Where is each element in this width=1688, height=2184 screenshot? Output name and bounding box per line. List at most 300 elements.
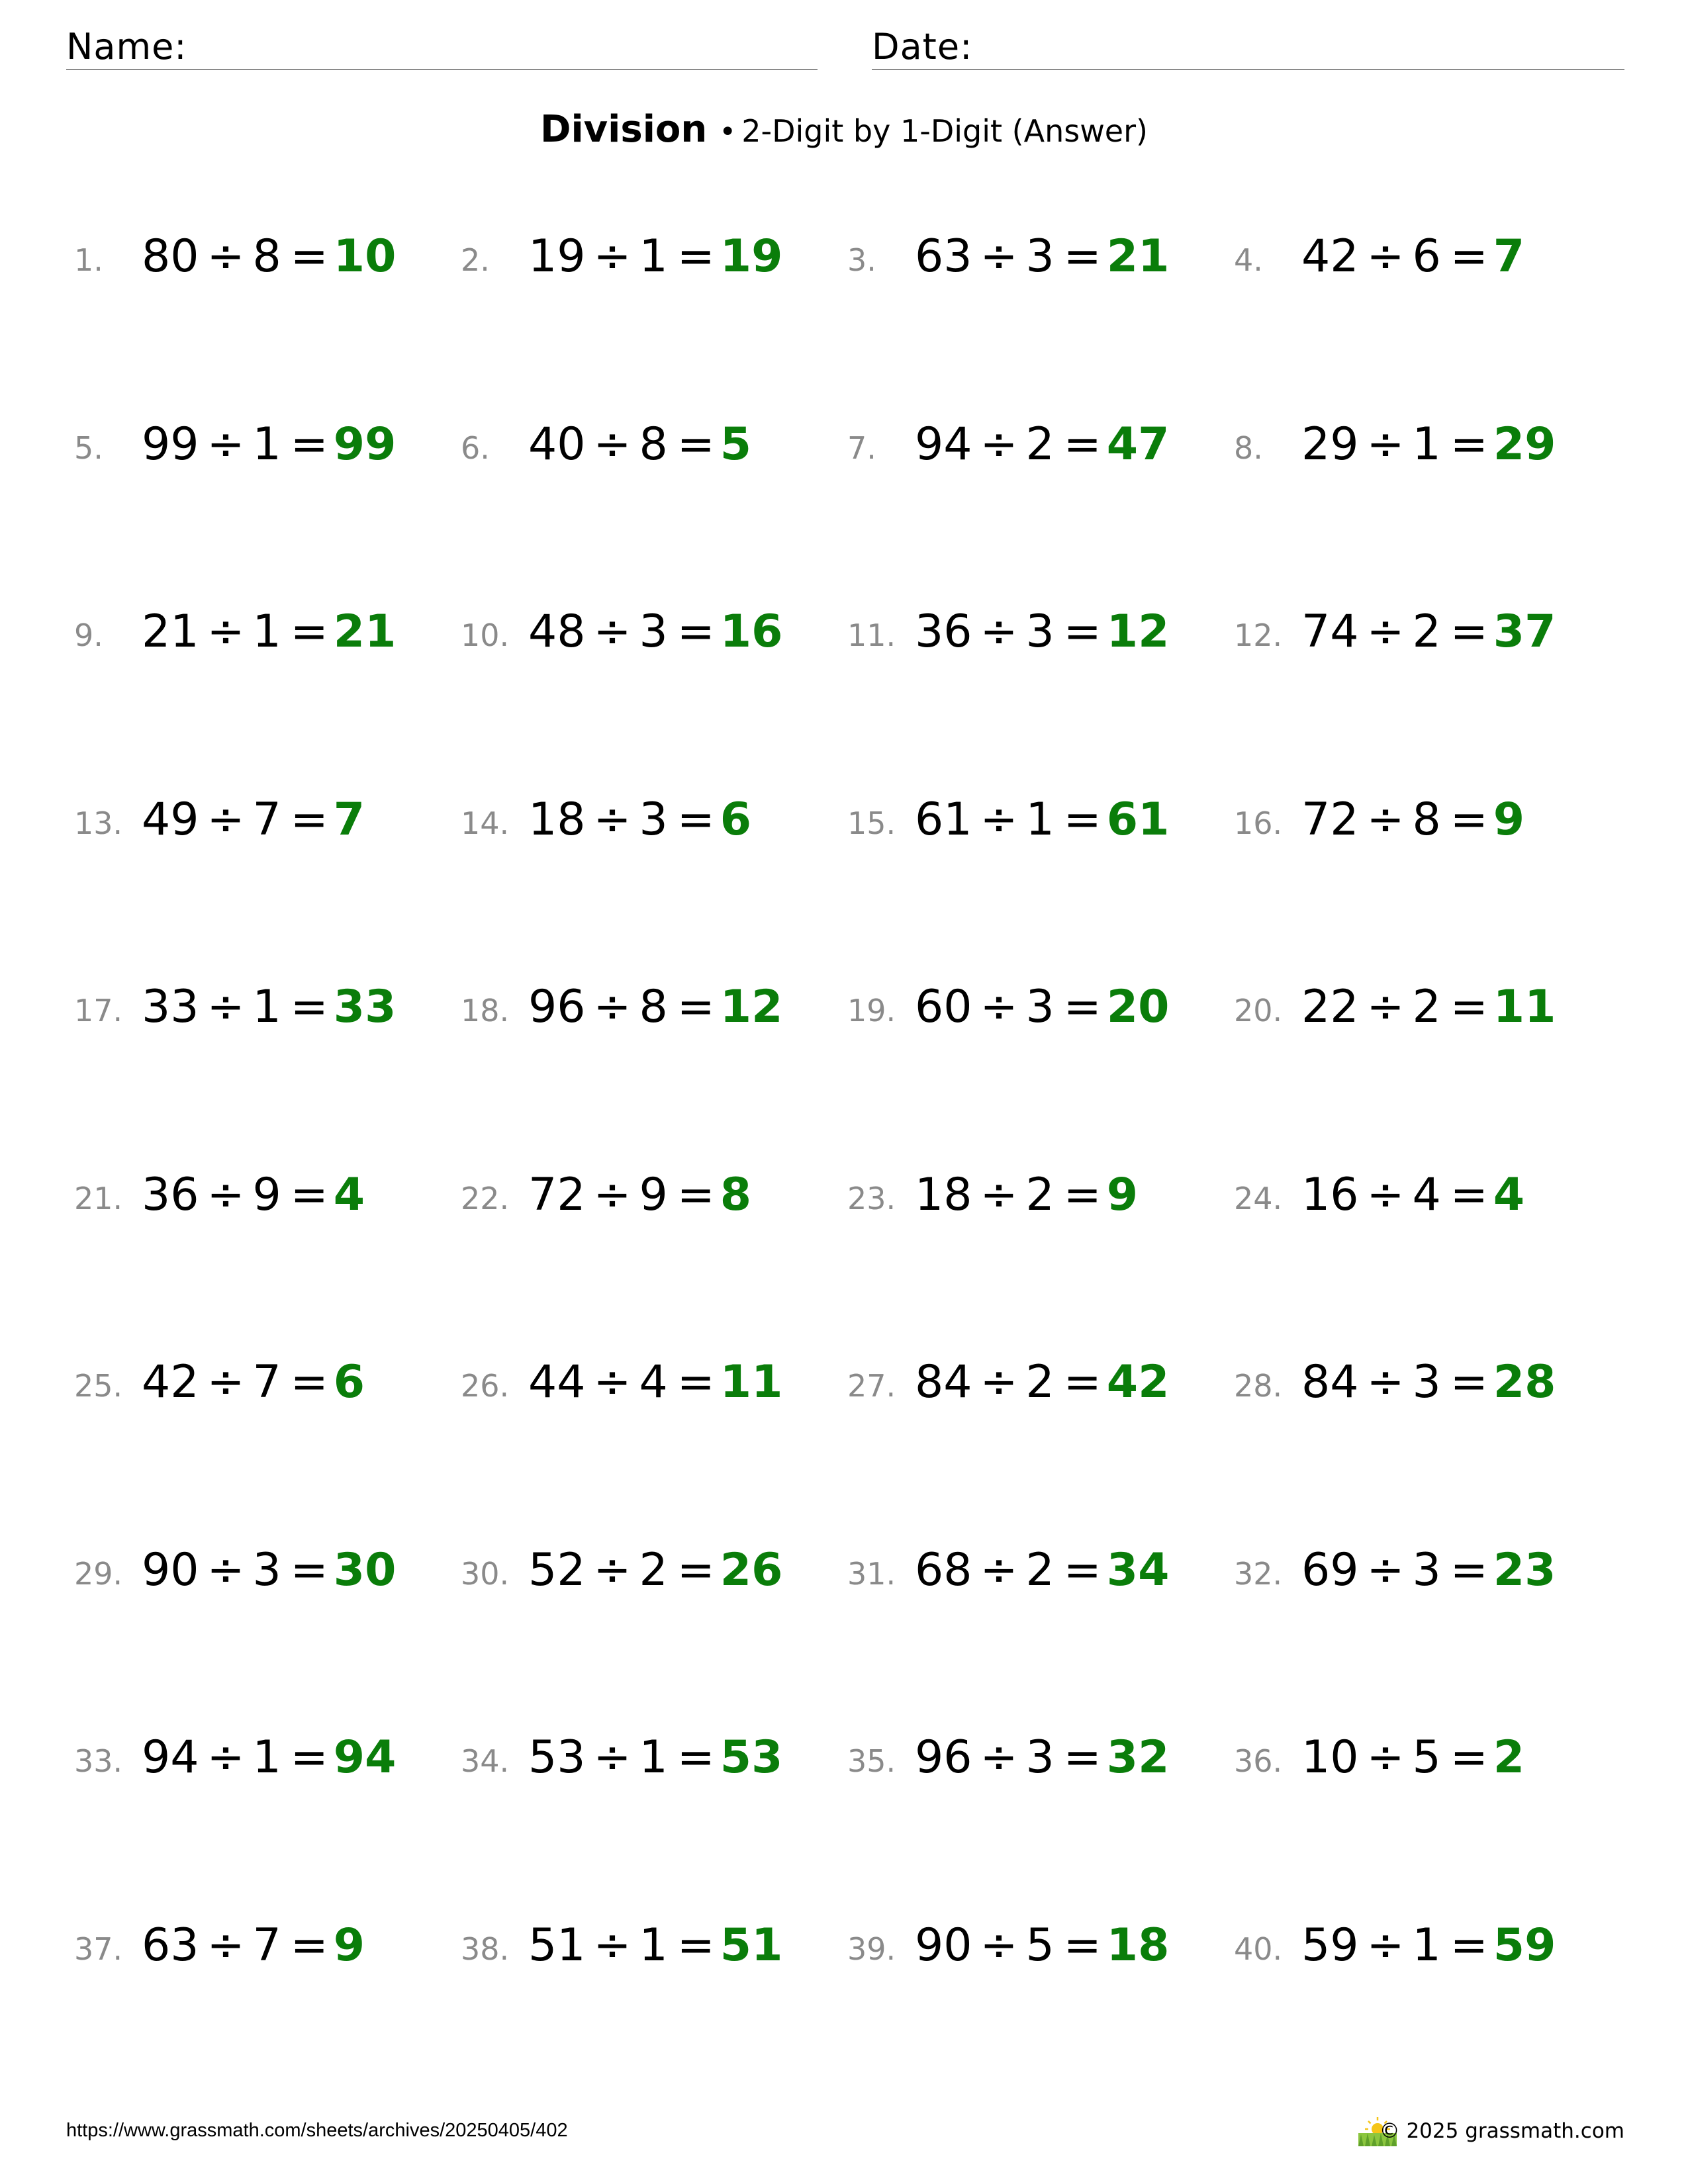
problem-number: 10. — [461, 617, 510, 653]
problem-expression — [915, 981, 1170, 1033]
division-problem — [461, 1914, 831, 1980]
equals-sign: = — [1063, 230, 1102, 283]
equals-sign: = — [1450, 1543, 1488, 1596]
division-problem — [1234, 1726, 1605, 1792]
answer: 21 — [1106, 230, 1170, 283]
dividend: 69 — [1301, 1543, 1359, 1596]
divide-sign: ÷ — [1366, 1731, 1405, 1784]
problem-number: 33. — [74, 1743, 123, 1779]
problem-number: 9. — [74, 617, 103, 653]
problem-number: 4. — [1234, 242, 1263, 278]
problem-expression — [142, 230, 397, 283]
divisor: 8 — [252, 230, 281, 283]
divide-sign: ÷ — [980, 418, 1018, 471]
problem-number: 25. — [74, 1368, 123, 1404]
division-problem — [1234, 788, 1605, 854]
dividend: 84 — [1301, 1356, 1359, 1408]
answer: 59 — [1493, 1919, 1556, 1972]
problem-expression — [915, 1919, 1170, 1972]
divisor: 1 — [252, 418, 281, 471]
answer: 8 — [720, 1168, 752, 1221]
divisor: 3 — [1025, 1731, 1055, 1784]
answer: 16 — [720, 606, 783, 658]
dividend: 68 — [915, 1543, 972, 1596]
divisor: 2 — [1412, 606, 1441, 658]
dividend: 96 — [915, 1731, 972, 1784]
problem-expression — [1301, 418, 1556, 471]
division-problem — [847, 600, 1218, 666]
division-problem — [74, 1351, 445, 1417]
equals-sign: = — [1063, 1731, 1102, 1784]
division-problem — [461, 788, 831, 854]
divide-sign: ÷ — [207, 1919, 245, 1972]
divisor: 1 — [252, 981, 281, 1033]
divisor: 7 — [252, 1919, 281, 1972]
equals-sign: = — [677, 1356, 715, 1408]
problem-expression — [528, 1543, 783, 1596]
divide-sign: ÷ — [980, 230, 1018, 283]
divide-sign: ÷ — [593, 1168, 632, 1221]
problem-number: 20. — [1234, 993, 1283, 1028]
problem-expression — [142, 1919, 365, 1972]
divisor: 2 — [1025, 1543, 1055, 1596]
divide-sign: ÷ — [593, 1731, 632, 1784]
answer: 33 — [333, 981, 397, 1033]
division-problem — [847, 413, 1218, 479]
divide-sign: ÷ — [207, 1731, 245, 1784]
divide-sign: ÷ — [207, 230, 245, 283]
divisor: 2 — [1025, 1168, 1055, 1221]
problem-number: 1. — [74, 242, 103, 278]
problem-number: 29. — [74, 1555, 123, 1592]
answer: 9 — [333, 1919, 365, 1972]
problem-expression — [528, 793, 752, 846]
equals-sign: = — [290, 1919, 328, 1972]
divisor: 9 — [252, 1168, 281, 1221]
division-problem — [1234, 1163, 1605, 1230]
division-problem — [1234, 1539, 1605, 1605]
footer-url: https://www.grassmath.com/sheets/archives/20250405/402 — [66, 2120, 568, 2141]
answer: 42 — [1106, 1356, 1170, 1408]
problem-expression — [142, 1356, 365, 1408]
divide-sign: ÷ — [1366, 418, 1405, 471]
answer: 2 — [1493, 1731, 1525, 1784]
problem-number: 8. — [1234, 430, 1263, 466]
divide-sign: ÷ — [1366, 981, 1405, 1033]
division-problem — [74, 788, 445, 854]
answer: 5 — [720, 418, 752, 471]
equals-sign: = — [290, 981, 328, 1033]
problem-number: 16. — [1234, 805, 1283, 841]
divide-sign: ÷ — [207, 1543, 245, 1596]
dividend: 29 — [1301, 418, 1359, 471]
answer: 6 — [333, 1356, 365, 1408]
divisor: 3 — [1412, 1543, 1441, 1596]
division-problem — [847, 1163, 1218, 1230]
problem-expression — [142, 981, 397, 1033]
divisor: 4 — [639, 1356, 668, 1408]
equals-sign: = — [677, 1543, 715, 1596]
answer: 20 — [1106, 981, 1170, 1033]
divisor: 3 — [1412, 1356, 1441, 1408]
divisor: 9 — [639, 1168, 668, 1221]
division-problem — [847, 1726, 1218, 1792]
equals-sign: = — [290, 1356, 328, 1408]
equals-sign: = — [1063, 606, 1102, 658]
answer: 7 — [333, 793, 365, 846]
equals-sign: = — [677, 230, 715, 283]
division-problem — [1234, 976, 1605, 1042]
problem-number: 32. — [1234, 1555, 1283, 1592]
divisor: 8 — [639, 981, 668, 1033]
division-problem — [74, 225, 445, 291]
divisor: 3 — [1025, 606, 1055, 658]
dividend: 22 — [1301, 981, 1359, 1033]
divisor: 2 — [639, 1543, 668, 1596]
equals-sign: = — [290, 1168, 328, 1221]
problem-number: 31. — [847, 1555, 896, 1592]
equals-sign: = — [677, 1919, 715, 1972]
problem-number: 19. — [847, 993, 896, 1028]
dividend: 42 — [142, 1356, 199, 1408]
dividend: 72 — [1301, 793, 1359, 846]
divide-sign: ÷ — [207, 418, 245, 471]
dividend: 49 — [142, 793, 199, 846]
divide-sign: ÷ — [1366, 1356, 1405, 1408]
answer: 12 — [1106, 606, 1170, 658]
problem-number: 15. — [847, 805, 896, 841]
division-problem — [1234, 413, 1605, 479]
equals-sign: = — [1063, 1919, 1102, 1972]
answer: 23 — [1493, 1543, 1556, 1596]
answer: 99 — [333, 418, 397, 471]
dividend: 51 — [528, 1919, 586, 1972]
divide-sign: ÷ — [980, 1356, 1018, 1408]
divide-sign: ÷ — [593, 1919, 632, 1972]
problem-number: 26. — [461, 1368, 510, 1404]
problem-number: 13. — [74, 805, 123, 841]
answer: 7 — [1493, 230, 1525, 283]
division-problem — [847, 225, 1218, 291]
division-problem — [74, 976, 445, 1042]
problem-number: 36. — [1234, 1743, 1283, 1779]
divide-sign: ÷ — [980, 606, 1018, 658]
problem-number: 27. — [847, 1368, 896, 1404]
divide-sign: ÷ — [207, 1168, 245, 1221]
division-problem — [461, 1726, 831, 1792]
equals-sign: = — [1450, 1731, 1488, 1784]
divide-sign: ÷ — [980, 1919, 1018, 1972]
answer: 18 — [1106, 1919, 1170, 1972]
dividend: 63 — [142, 1919, 199, 1972]
divisor: 2 — [1025, 1356, 1055, 1408]
division-problem — [1234, 1914, 1605, 1980]
equals-sign: = — [290, 418, 328, 471]
problem-expression — [1301, 230, 1525, 283]
problem-expression — [915, 230, 1170, 283]
division-problem — [847, 1539, 1218, 1605]
divide-sign: ÷ — [593, 606, 632, 658]
answer: 37 — [1493, 606, 1556, 658]
problem-number: 22. — [461, 1180, 510, 1216]
problem-number: 30. — [461, 1555, 510, 1592]
dividend: 48 — [528, 606, 586, 658]
divide-sign: ÷ — [593, 981, 632, 1033]
dividend: 74 — [1301, 606, 1359, 658]
division-problem — [74, 1726, 445, 1792]
equals-sign: = — [1063, 418, 1102, 471]
divisor: 2 — [1412, 981, 1441, 1033]
equals-sign: = — [1450, 230, 1488, 283]
divisor: 7 — [252, 1356, 281, 1408]
answer: 21 — [333, 606, 397, 658]
divisor: 6 — [1412, 230, 1441, 283]
division-problem — [847, 976, 1218, 1042]
problem-number: 23. — [847, 1180, 896, 1216]
equals-sign: = — [290, 1731, 328, 1784]
problem-number: 37. — [74, 1931, 123, 1967]
dividend: 36 — [142, 1168, 199, 1221]
division-problem — [847, 1351, 1218, 1417]
problem-expression — [915, 793, 1170, 846]
divide-sign: ÷ — [980, 1168, 1018, 1221]
divide-sign: ÷ — [207, 1356, 245, 1408]
dividend: 80 — [142, 230, 199, 283]
dividend: 94 — [915, 418, 972, 471]
dividend: 18 — [528, 793, 586, 846]
division-problem — [74, 1539, 445, 1605]
division-problem — [74, 600, 445, 666]
problem-number: 14. — [461, 805, 510, 841]
division-problem — [461, 600, 831, 666]
equals-sign: = — [1450, 1356, 1488, 1408]
divisor: 3 — [1025, 981, 1055, 1033]
problem-expression — [528, 1356, 783, 1408]
divisor: 3 — [639, 793, 668, 846]
problem-number: 5. — [74, 430, 103, 466]
problem-expression — [142, 1731, 397, 1784]
answer: 4 — [1493, 1168, 1525, 1221]
problem-number: 18. — [461, 993, 510, 1028]
divide-sign: ÷ — [593, 1356, 632, 1408]
division-problem — [461, 1163, 831, 1230]
problem-expression — [142, 1543, 397, 1596]
answer: 51 — [720, 1919, 783, 1972]
title-subtitle: 2-Digit by 1-Digit (Answer) — [741, 113, 1148, 149]
answer: 10 — [333, 230, 397, 283]
answer: 47 — [1106, 418, 1170, 471]
problem-expression — [142, 606, 397, 658]
problem-expression — [1301, 1731, 1525, 1784]
divide-sign: ÷ — [207, 793, 245, 846]
divisor: 3 — [252, 1543, 281, 1596]
dividend: 96 — [528, 981, 586, 1033]
problem-number: 12. — [1234, 617, 1283, 653]
equals-sign: = — [1063, 1168, 1102, 1221]
division-problem — [74, 1914, 445, 1980]
division-problem — [74, 413, 445, 479]
equals-sign: = — [677, 1731, 715, 1784]
division-problem — [461, 413, 831, 479]
answer: 34 — [1106, 1543, 1170, 1596]
problem-expression — [915, 1543, 1170, 1596]
equals-sign: = — [1450, 1919, 1488, 1972]
divide-sign: ÷ — [593, 793, 632, 846]
answer: 19 — [720, 230, 783, 283]
divide-sign: ÷ — [1366, 1543, 1405, 1596]
divide-sign: ÷ — [1366, 606, 1405, 658]
answer: 32 — [1106, 1731, 1170, 1784]
division-problem — [74, 1163, 445, 1230]
answer: 53 — [720, 1731, 783, 1784]
answer: 30 — [333, 1543, 397, 1596]
divide-sign: ÷ — [207, 981, 245, 1033]
dividend: 21 — [142, 606, 199, 658]
title-bullet: • — [719, 115, 737, 149]
division-problem — [847, 1914, 1218, 1980]
divide-sign: ÷ — [980, 1543, 1018, 1596]
answer: 4 — [333, 1168, 365, 1221]
equals-sign: = — [1450, 606, 1488, 658]
answer: 11 — [720, 1356, 783, 1408]
equals-sign: = — [677, 981, 715, 1033]
equals-sign: = — [290, 1543, 328, 1596]
problem-number: 38. — [461, 1931, 510, 1967]
divisor: 1 — [639, 230, 668, 283]
equals-sign: = — [677, 1168, 715, 1221]
answer: 94 — [333, 1731, 397, 1784]
dividend: 53 — [528, 1731, 586, 1784]
answer: 11 — [1493, 981, 1556, 1033]
problem-expression — [142, 793, 365, 846]
dividend: 10 — [1301, 1731, 1359, 1784]
problem-expression — [1301, 606, 1556, 658]
answer: 28 — [1493, 1356, 1556, 1408]
name-label: Name: — [66, 26, 187, 68]
problem-number: 17. — [74, 993, 123, 1028]
answer: 12 — [720, 981, 783, 1033]
divisor: 8 — [639, 418, 668, 471]
divisor: 4 — [1412, 1168, 1441, 1221]
equals-sign: = — [1063, 793, 1102, 846]
division-problem — [1234, 600, 1605, 666]
problem-number: 21. — [74, 1180, 123, 1216]
divide-sign: ÷ — [980, 1731, 1018, 1784]
problem-expression — [1301, 1543, 1556, 1596]
problem-expression — [528, 1168, 752, 1221]
problem-number: 34. — [461, 1743, 510, 1779]
answer: 29 — [1493, 418, 1556, 471]
problem-expression — [1301, 1919, 1556, 1972]
division-problem — [461, 1539, 831, 1605]
problem-expression — [915, 606, 1170, 658]
date-label: Date: — [872, 26, 973, 68]
equals-sign: = — [1450, 981, 1488, 1033]
answer: 61 — [1106, 793, 1170, 846]
divide-sign: ÷ — [1366, 1168, 1405, 1221]
copyright: © 2025 grassmath.com — [1379, 2119, 1624, 2143]
divide-sign: ÷ — [1366, 1919, 1405, 1972]
equals-sign: = — [1450, 418, 1488, 471]
divisor: 1 — [252, 1731, 281, 1784]
equals-sign: = — [290, 606, 328, 658]
problem-number: 2. — [461, 242, 490, 278]
divisor: 1 — [639, 1919, 668, 1972]
equals-sign: = — [1063, 1356, 1102, 1408]
dividend: 52 — [528, 1543, 586, 1596]
problem-expression — [915, 1731, 1170, 1784]
dividend: 18 — [915, 1168, 972, 1221]
divisor: 3 — [1025, 230, 1055, 283]
title-main: Division — [540, 108, 708, 151]
dividend: 36 — [915, 606, 972, 658]
equals-sign: = — [1063, 981, 1102, 1033]
division-problem — [461, 225, 831, 291]
divisor: 5 — [1025, 1919, 1055, 1972]
dividend: 61 — [915, 793, 972, 846]
problem-number: 6. — [461, 430, 490, 466]
equals-sign: = — [1063, 1543, 1102, 1596]
dividend: 99 — [142, 418, 199, 471]
divisor: 3 — [639, 606, 668, 658]
divisor: 1 — [639, 1731, 668, 1784]
divisor: 8 — [1412, 793, 1441, 846]
answer: 26 — [720, 1543, 783, 1596]
dividend: 94 — [142, 1731, 199, 1784]
divisor: 7 — [252, 793, 281, 846]
equals-sign: = — [290, 230, 328, 283]
problem-expression — [142, 418, 397, 471]
problem-expression — [142, 1168, 365, 1221]
divide-sign: ÷ — [593, 418, 632, 471]
problem-number: 24. — [1234, 1180, 1283, 1216]
equals-sign: = — [290, 793, 328, 846]
dividend: 16 — [1301, 1168, 1359, 1221]
problem-expression — [915, 418, 1170, 471]
dividend: 42 — [1301, 230, 1359, 283]
divide-sign: ÷ — [1366, 793, 1405, 846]
problem-number: 35. — [847, 1743, 896, 1779]
problem-number: 39. — [847, 1931, 896, 1967]
dividend: 44 — [528, 1356, 586, 1408]
divisor: 1 — [1025, 793, 1055, 846]
divisor: 5 — [1412, 1731, 1441, 1784]
divide-sign: ÷ — [593, 1543, 632, 1596]
problem-number: 28. — [1234, 1368, 1283, 1404]
problem-number: 40. — [1234, 1931, 1283, 1967]
answer: 9 — [1493, 793, 1525, 846]
problem-number: 3. — [847, 242, 876, 278]
problem-expression — [528, 606, 783, 658]
problem-number: 11. — [847, 617, 896, 653]
equals-sign: = — [1450, 793, 1488, 846]
divisor: 1 — [1412, 1919, 1441, 1972]
division-problem — [1234, 225, 1605, 291]
dividend: 40 — [528, 418, 586, 471]
problem-expression — [1301, 1168, 1525, 1221]
division-problem — [847, 788, 1218, 854]
problem-expression — [915, 1356, 1170, 1408]
problem-expression — [528, 1919, 783, 1972]
dividend: 60 — [915, 981, 972, 1033]
problem-expression — [1301, 793, 1525, 846]
problem-expression — [528, 981, 783, 1033]
divide-sign: ÷ — [1366, 230, 1405, 283]
dividend: 72 — [528, 1168, 586, 1221]
divide-sign: ÷ — [980, 981, 1018, 1033]
equals-sign: = — [677, 793, 715, 846]
divisor: 1 — [1412, 418, 1441, 471]
